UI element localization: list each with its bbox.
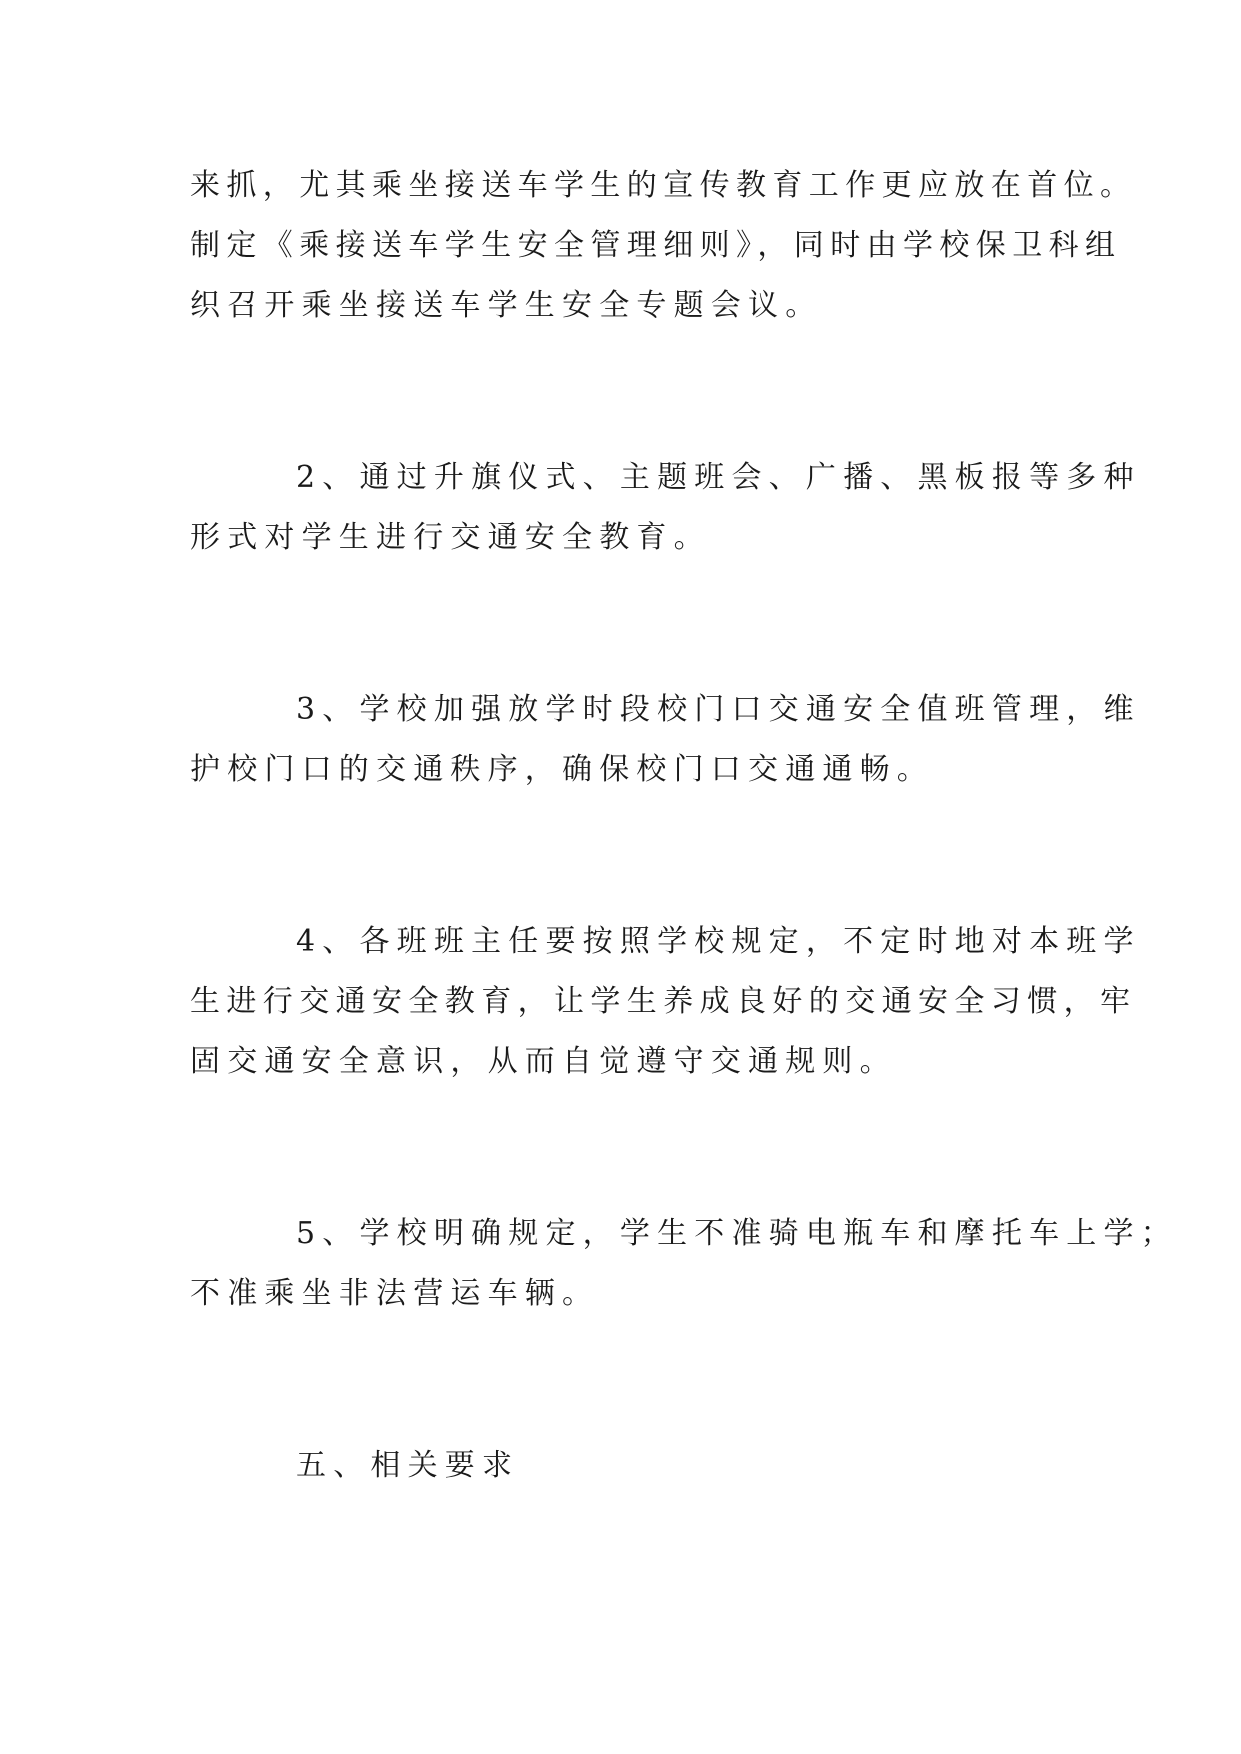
paragraph-1-line-2: 制定《乘接送车学生安全管理细则》，同时由学校保卫科组 — [190, 228, 1122, 263]
section-heading: 五、相关要求 — [296, 1448, 520, 1483]
paragraph-5-line-2: 不准乘坐非法营运车辆。 — [190, 1276, 600, 1311]
paragraph-2-line-2: 形式对学生进行交通安全教育。 — [190, 520, 711, 555]
paragraph-3-line-1: 3、学校加强放学时段校门口交通安全值班管理，维 — [296, 692, 1141, 727]
paragraph-1-line-1: 来抓，尤其乘坐接送车学生的宣传教育工作更应放在首位。 — [190, 168, 1137, 203]
paragraph-4-line-3: 固交通安全意识，从而自觉遵守交通规则。 — [190, 1044, 897, 1079]
paragraph-1-line-3: 织召开乘坐接送车学生安全专题会议。 — [190, 288, 823, 323]
paragraph-4-line-1: 4、各班班主任要按照学校规定，不定时地对本班学 — [296, 924, 1141, 959]
paragraph-4-line-2: 生进行交通安全教育，让学生养成良好的交通安全习惯，牢 — [190, 984, 1137, 1019]
paragraph-5-line-1: 5、学校明确规定，学生不准骑电瓶车和摩托车上学； — [296, 1216, 1178, 1251]
paragraph-2-line-1: 2、通过升旗仪式、主题班会、广播、黑板报等多种 — [296, 460, 1141, 495]
paragraph-3-line-2: 护校门口的交通秩序，确保校门口交通通畅。 — [190, 752, 934, 787]
